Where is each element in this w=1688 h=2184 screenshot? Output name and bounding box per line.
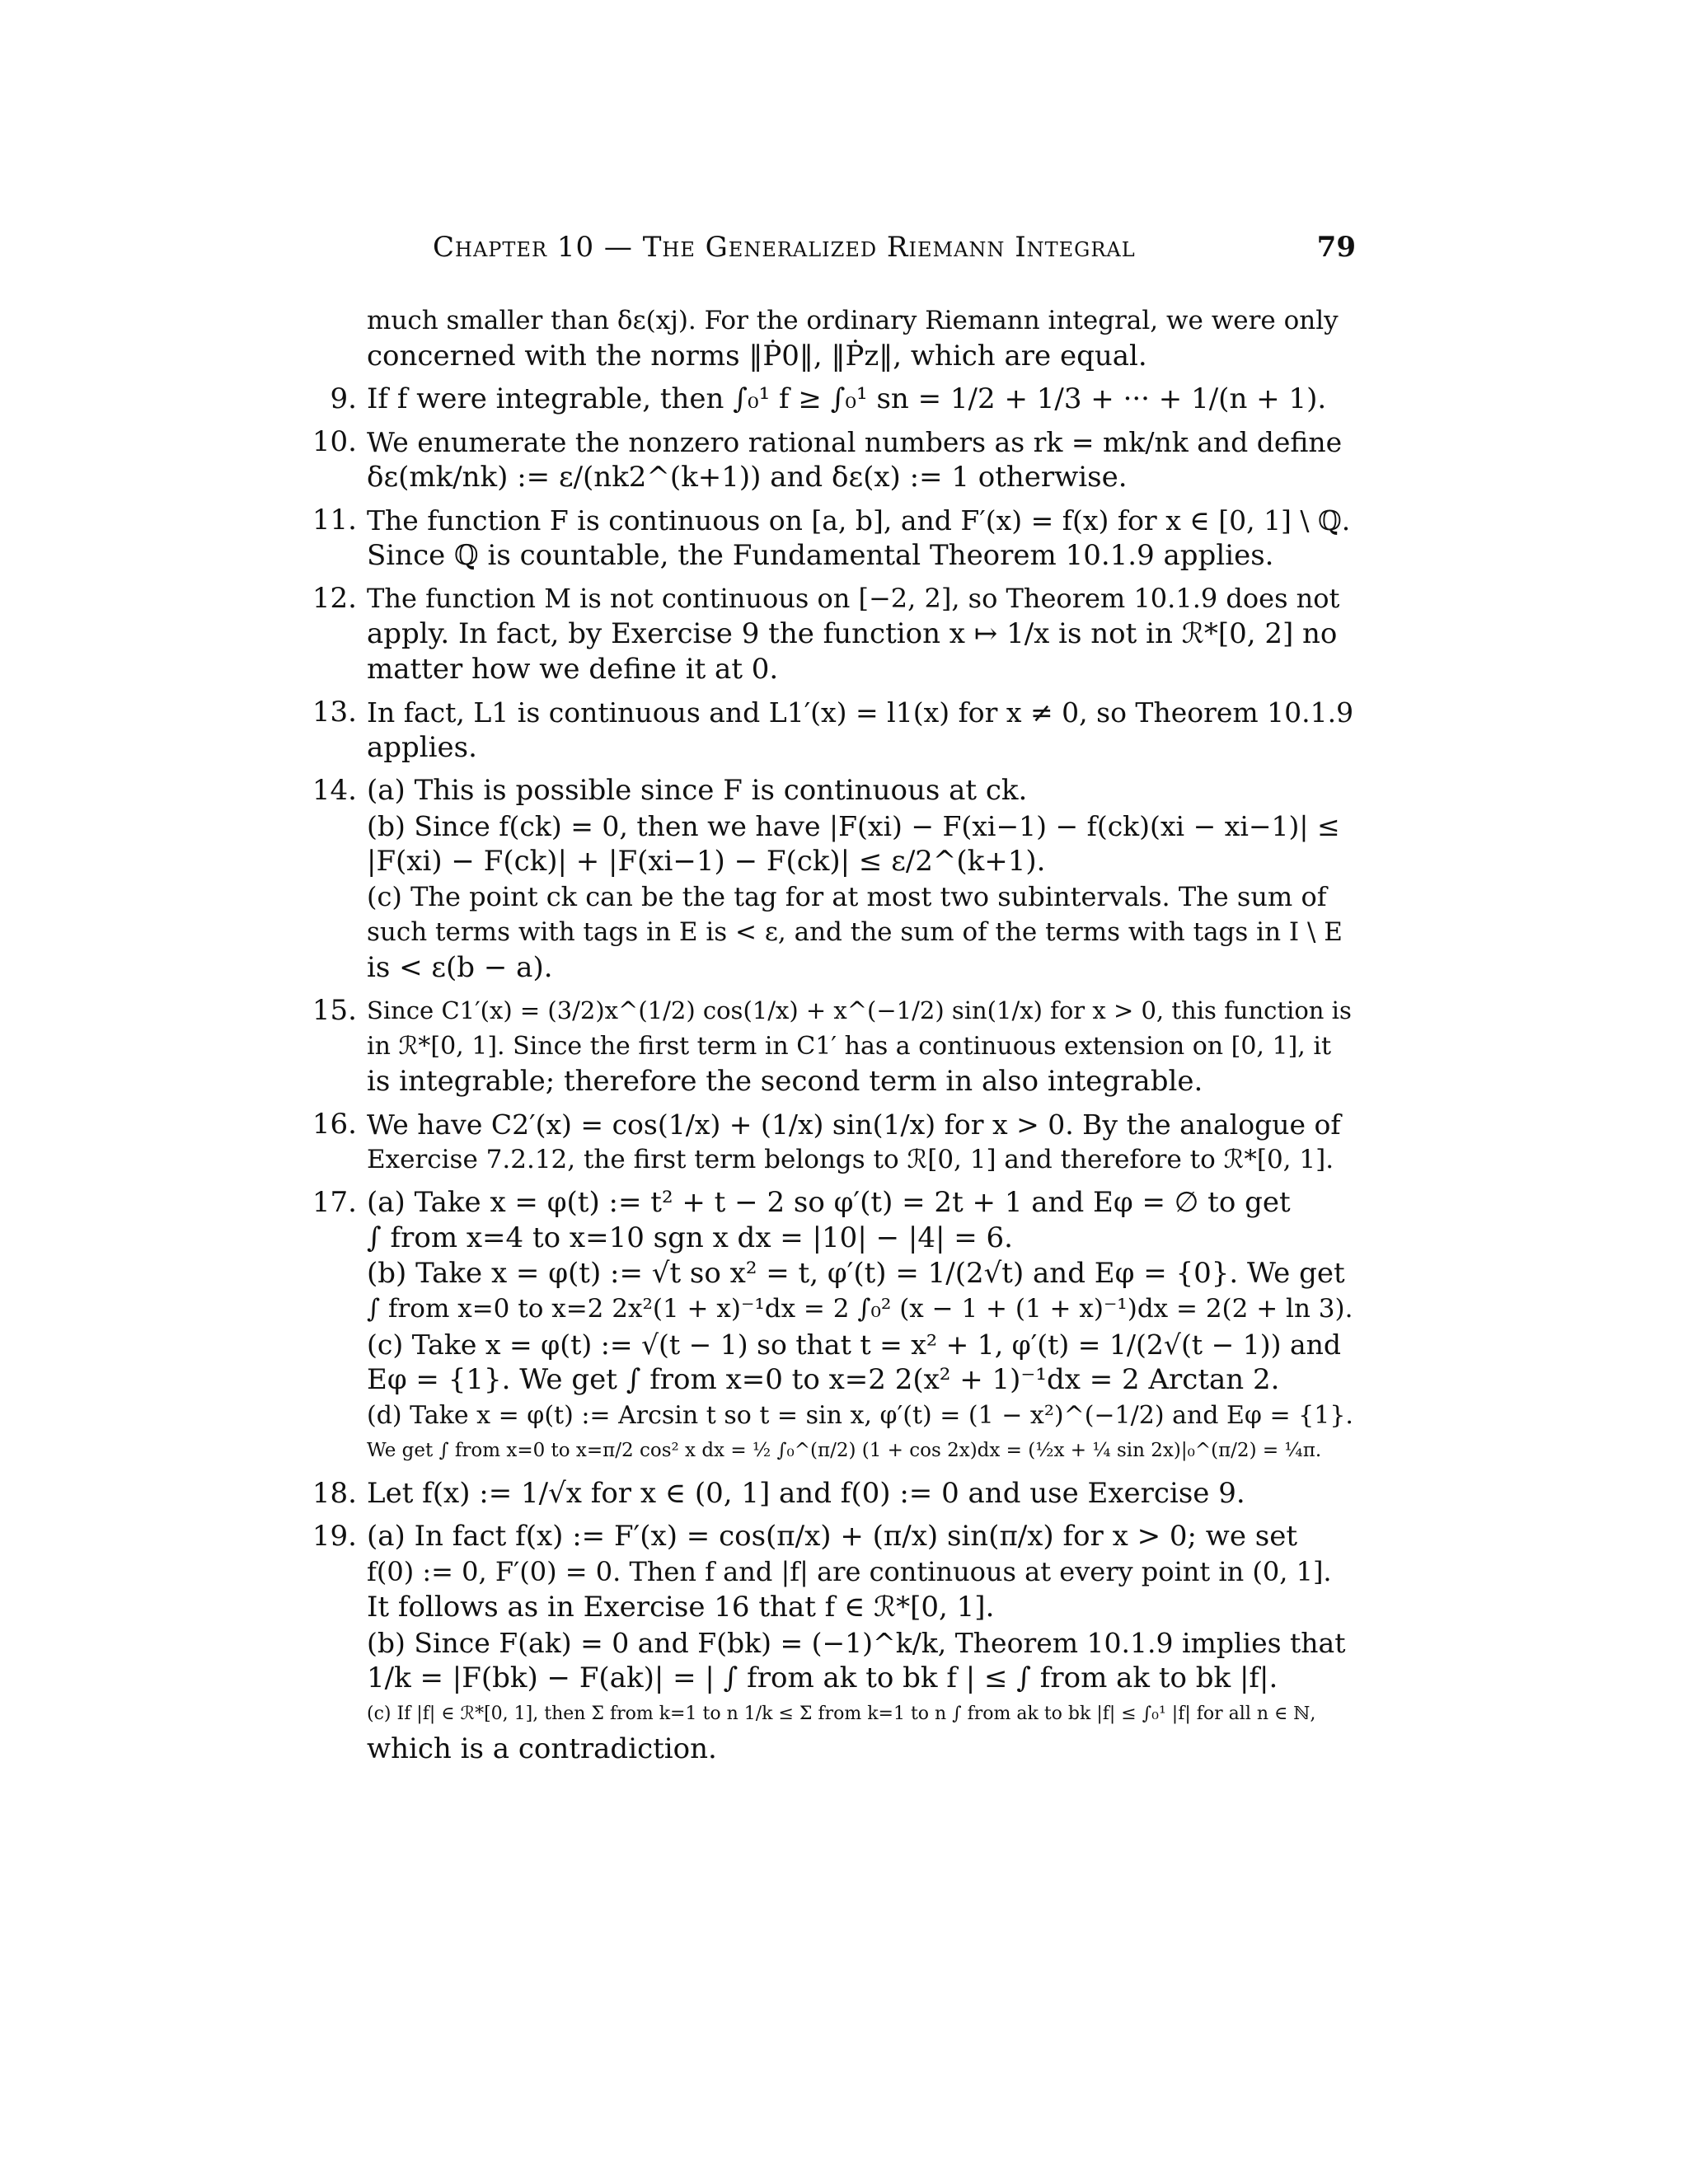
text-line: δε(mk/nk) := ε/(nk2^(k+1)) and δε(x) := 1 otherwise. <box>367 461 1128 494</box>
text-line: Exercise 7.2.12, the first term belongs to ℛ[0, 1] and therefore to ℛ*[0, 1]. <box>367 1145 1334 1174</box>
text-line: (b) Take x = φ(t) := √t so x² = t, φ′(t) = 1/(2√t) and Eφ = {0}. We get <box>367 1257 1345 1290</box>
text-line: in ℛ*[0, 1]. Since the first term in C1′ has a continuous extension on [0, 1], it <box>367 1032 1332 1061</box>
item-body <box>367 1476 1356 1511</box>
text-line: such terms with tags in E is < ε, and the sum of the terms with tags in I \ E <box>367 917 1343 947</box>
solution-item <box>312 773 1356 986</box>
text-line: Let f(x) := 1/√x for x ∈ (0, 1] and f(0) := 0 and use Exercise 9. <box>367 1477 1245 1510</box>
item-number: 14. <box>312 774 357 807</box>
item-number: 17. <box>312 1186 357 1219</box>
item-body <box>367 503 1356 574</box>
item-body <box>367 993 1356 1099</box>
text-line: We get ∫ from x=0 to x=π/2 cos² x dx = ½ ∫₀^(π/2) (1 + cos 2x)dx = (½x + ¼ sin 2x)|₀^(π/2) = ¼π. <box>367 1440 1322 1461</box>
text-line: We have C2′(x) = cos(1/x) + (1/x) sin(1/x) for x > 0. By the analogue of <box>367 1108 1341 1141</box>
text-line: It follows as in Exercise 16 that f ∈ ℛ*[0, 1]. <box>367 1591 995 1624</box>
text-line: (c) Take x = φ(t) := √(t − 1) so that t = x² + 1, φ′(t) = 1/(2√(t − 1)) and <box>367 1329 1341 1361</box>
solution-item <box>312 503 1356 574</box>
text-line: (a) This is possible since F is continuous at ck. <box>367 774 1028 807</box>
text-line: Since C1′(x) = (3/2)x^(1/2) cos(1/x) + x^(−1/2) sin(1/x) for x > 0, this function is <box>367 996 1352 1024</box>
solution-item <box>312 695 1356 766</box>
text-line: Since ℚ is countable, the Fundamental Theorem 10.1.9 applies. <box>367 539 1274 572</box>
item-number: 16. <box>312 1108 357 1141</box>
running-header <box>367 231 1356 280</box>
text-line: (a) Take x = φ(t) := t² + t − 2 so φ′(t) = 2t + 1 and Eφ = ∅ to get <box>367 1186 1291 1219</box>
item-body <box>367 382 1356 417</box>
text-line: |F(xi) − F(ck)| + |F(xi−1) − F(ck)| ≤ ε/2^(k+1). <box>367 845 1046 878</box>
text-line: If f were integrable, then ∫₀¹ f ≥ ∫₀¹ sn = 1/2 + 1/3 + ··· + 1/(n + 1). <box>367 382 1327 415</box>
solution-item <box>312 993 1356 1099</box>
solution-item <box>312 1519 1356 1767</box>
text-line: (b) Since F(ak) = 0 and F(bk) = (−1)^k/k, Theorem 10.1.9 implies that <box>367 1627 1346 1659</box>
item-number: 18. <box>312 1477 357 1510</box>
text-line: Eφ = {1}. We get ∫ from x=0 to x=2 2(x² + 1)⁻¹dx = 2 Arctan 2. <box>367 1363 1280 1396</box>
text-line: We enumerate the nonzero rational numbers as rk = mk/nk and define <box>367 426 1343 458</box>
solution-item <box>312 581 1356 687</box>
text-line: is integrable; therefore the second term in also integrable. <box>367 1065 1203 1098</box>
text-line: The function M is not continuous on [−2, 2], so Theorem 10.1.9 does not <box>367 583 1340 614</box>
item-number: 12. <box>312 582 357 615</box>
text-line: (d) Take x = φ(t) := Arcsin t so t = sin x, φ′(t) = (1 − x²)^(−1/2) and Eφ = {1}. <box>367 1401 1353 1430</box>
item-number: 19. <box>312 1520 357 1553</box>
page-number: 79 <box>1316 231 1356 264</box>
solution-item <box>312 1476 1356 1511</box>
text-line: f(0) := 0, F′(0) = 0. Then f and |f| are continuous at every point in (0, 1]. <box>367 1556 1332 1587</box>
item-body <box>367 1185 1356 1469</box>
continued-paragraph <box>367 303 1356 374</box>
text-line: (c) The point ck can be the tag for at most two subintervals. The sum of <box>367 881 1327 912</box>
text-line: matter how we define it at 0. <box>367 653 779 686</box>
text-line: is < ε(b − a). <box>367 951 553 984</box>
text-line: applies. <box>367 731 477 764</box>
item-number: 13. <box>312 696 357 729</box>
item-number: 11. <box>312 504 357 537</box>
chapter-title: Chapter 10 — The Generalized Riemann Integral <box>433 231 1136 264</box>
text-line: In fact, L1 is continuous and L1′(x) = l1(x) for x ≠ 0, so Theorem 10.1.9 <box>367 696 1354 729</box>
item-body <box>367 1519 1356 1767</box>
item-number: 9. <box>330 382 357 415</box>
solution-item <box>312 1107 1356 1178</box>
text-line: (c) If |f| ∈ ℛ*[0, 1], then Σ from k=1 to n 1/k ≤ Σ from k=1 to n ∫ from ak to bk |f| ≤ ∫₀¹ |f| for all n ∈ ℕ, <box>367 1704 1316 1724</box>
text-line: The function F is continuous on [a, b], and F′(x) = f(x) for x ∈ [0, 1] \ ℚ. <box>367 504 1351 537</box>
solution-item <box>330 382 1356 417</box>
page <box>312 231 1356 1767</box>
solution-item <box>312 1185 1356 1469</box>
item-body <box>367 581 1356 687</box>
text-line: ∫ from x=0 to x=2 2x²(1 + x)⁻¹dx = 2 ∫₀² (x − 1 + (1 + x)⁻¹)dx = 2(2 + ln 3). <box>367 1294 1353 1324</box>
text-line: concerned with the norms ‖Ṗ0‖, ‖Ṗz‖, which are equal. <box>367 340 1147 373</box>
solution-list <box>312 382 1356 1767</box>
item-body <box>367 695 1356 766</box>
text-line: (a) In fact f(x) := F′(x) = cos(π/x) + (π/x) sin(π/x) for x > 0; we set <box>367 1520 1298 1553</box>
solution-item <box>312 424 1356 495</box>
item-number: 10. <box>312 425 357 458</box>
item-number: 15. <box>312 994 357 1027</box>
text-line: 1/k = |F(bk) − F(ak)| = | ∫ from ak to bk f | ≤ ∫ from ak to bk |f|. <box>367 1661 1278 1694</box>
item-body <box>367 424 1356 495</box>
text-line: much smaller than δε(xj). For the ordinary Riemann integral, we were only <box>367 306 1339 335</box>
text-line: (b) Since f(ck) = 0, then we have |F(xi) − F(xi−1) − f(ck)(xi − xi−1)| ≤ <box>367 810 1340 842</box>
solutions-text <box>312 303 1356 1767</box>
text-line: ∫ from x=4 to x=10 sgn x dx = |10| − |4| = 6. <box>367 1221 1013 1254</box>
text-line: apply. In fact, by Exercise 9 the function x ↦ 1/x is not in ℛ*[0, 2] no <box>367 617 1338 650</box>
item-body <box>367 773 1356 986</box>
item-body <box>367 1107 1356 1178</box>
text-line: which is a contradiction. <box>367 1732 717 1765</box>
